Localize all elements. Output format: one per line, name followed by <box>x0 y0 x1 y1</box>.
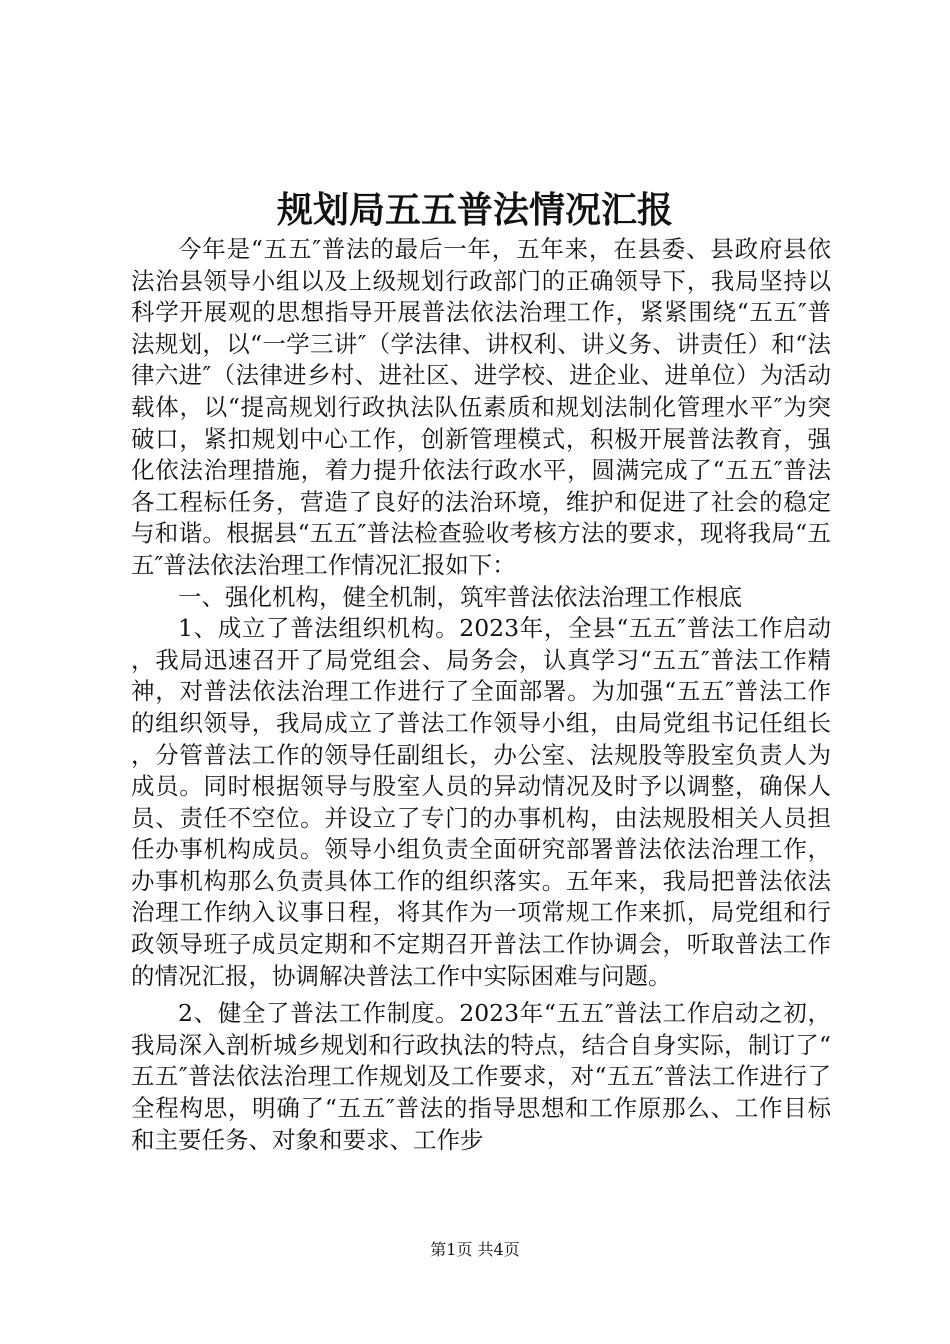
paragraph-system: 2、健全了普法工作制度。2023年“五五″普法工作启动之初，我局深入剖析城乡规划和行政执法的特点，结合自身实际，制订了“五五″普法依法治理工作规划及工作要求，对“五五″普法工作进行了全程构思，明确了“五五″普法的指导思想和工作原那么、工作目标和主要任务、对象和要求、工作步 <box>131 999 831 1154</box>
document-body <box>131 234 831 1156</box>
paragraph-intro: 今年是“五五″普法的最后一年，五年来，在县委、县政府县依法治县领导小组以及上级规划行政部门的正确领导下，我局坚持以科学开展观的思想指导开展普法依法治理工作，紧紧围绕“五五″普法规划，以“一学三讲″（学法律、讲权利、讲义务、讲责任）和“法律六进″（法律进乡村、进社区、进学校、进企业、进单位）为活动载体，以“提高规划行政执法队伍素质和规划法制化管理水平″为突破口，紧扣规划中心工作，创新管理模式，积极开展普法教育，强化依法治理措施，着力提升依法行政水平，圆满完成了“五五″普法各工程标任务，营造了良好的法治环境，维护和促进了社会的稳定与和谐。根据县“五五″普法检查验收考核方法的要求，现将我局“五五″普法依法治理工作情况汇报如下： <box>131 235 831 579</box>
section-heading-1: 一、强化机构，健全机制，筑牢普法依法治理工作根底 <box>178 582 742 611</box>
paragraph-organization: 1、成立了普法组织机构。2023年，全县“五五″普法工作启动，我局迅速召开了局党组会、局务会，认真学习“五五″普法工作精神，对普法依法治理工作进行了全面部署。为加强“五五″普法工作的组织领导，我局成立了普法工作领导小组，由局党组书记任组长，分管普法工作的领导任副组长，办公室、法规股等股室负责人为成员。同时根据领导与股室人员的异动情况及时予以调整，确保人员、责任不空位。并设立了专门的办事机构，由法规股相关人员担任办事机构成员。领导小组负责全面研究部署普法依法治理工作，办事机构那么负责具体工作的组织落实。五年来，我局把普法依法治理工作纳入议事日程，将其作为一项常规工作来抓，局党组和行政领导班子成员定期和不定期召开普法工作协调会，听取普法工作的情况汇报，协调解决普法工作中实际困难与问题。 <box>131 614 831 990</box>
document-title: 规划局五五普法情况汇报 <box>276 189 673 231</box>
page-footer: 第1页 共4页 <box>430 1240 520 1259</box>
